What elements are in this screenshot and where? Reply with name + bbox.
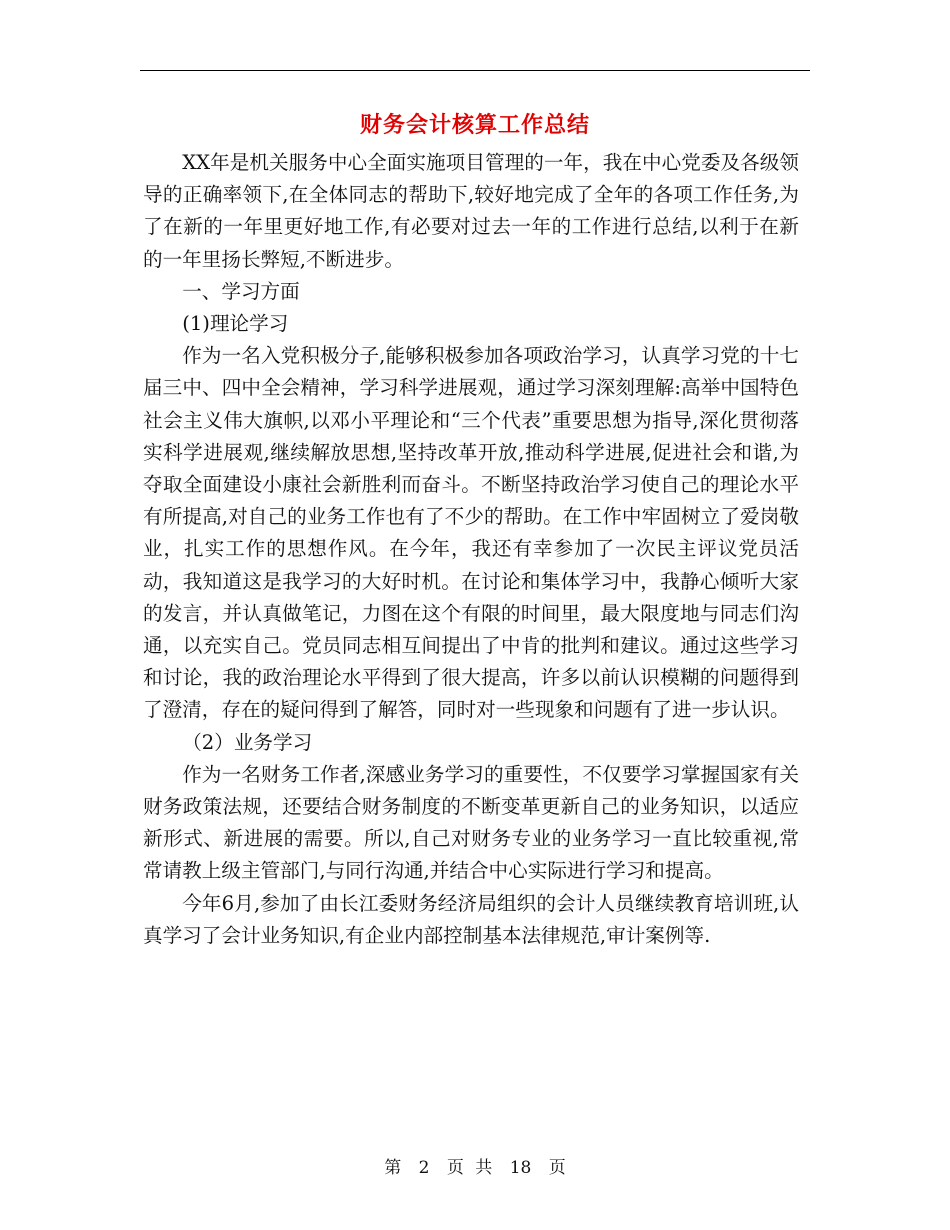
document-body <box>143 147 799 952</box>
document-title: 财务会计核算工作总结 <box>359 112 590 138</box>
footer-middle: 页 共 <box>446 1158 493 1178</box>
intro-paragraph: XX年是机关服务中心全面实施项目管理的一年，我在中心党委及各级领导的正确率领下,在全体同志的帮助下,较好地完成了全年的各项工作任务,为了在新的一年里更好地工作,有必要对过去一年的工作进行总结,以利于在新的一年里扬长弊短,不断进步。 <box>143 151 799 271</box>
section-heading-study: 一、学习方面 <box>182 279 300 303</box>
subheading-business-study: （2）业务学习 <box>182 730 313 754</box>
footer-total-pages: 18 <box>509 1158 532 1178</box>
training-paragraph: 今年6月,参加了由长江委财务经济局组织的会计人员继续教育培训班,认真学习了会计业务知识,有企业内部控制基本法律规范,审计案例等. <box>143 891 799 947</box>
footer-suffix: 页 <box>548 1158 566 1178</box>
page-footer <box>0 1153 950 1178</box>
header-rule <box>140 70 810 71</box>
footer-prefix: 第 <box>384 1158 402 1178</box>
footer-current-page: 2 <box>418 1158 430 1178</box>
subheading-theory-study: (1)理论学习 <box>182 312 289 336</box>
business-study-paragraph: 作为一名财务工作者,深感业务学习的重要性，不仅要学习掌握国家有关财务政策法规，还要结合财务制度的不断变革更新自己的业务知识，以适应新形式、新进展的需要。所以,自己对财务专业的业务学习一直比较重视,常常请教上级主管部门,与同行沟通,并结合中心实际进行学习和提高。 <box>143 762 799 883</box>
theory-study-paragraph: 作为一名入党积极分子,能够积极参加各项政治学习，认真学习党的十七届三中、四中全会精神，学习科学进展观，通过学习深刻理解:高举中国特色社会主义伟大旗帜,以邓小平理论和“三个代表”重要思想为指导,深化贯彻落实科学进展观,继续解放思想,坚持改革开放,推动科学进展,促进社会和谐,为夺取全面建设小康社会新胜利而奋斗。不断坚持政治学习使自己的理论水平有所提高,对自己的业务工作也有了不少的帮助。在工作中牢固树立了爱岗敬业，扎实工作的思想作风。在今年，我还有幸参加了一次民主评议党员活动，我知道这是我学习的大好时机。在讨论和集体学习中，我静心倾听大家的发言，并认真做笔记，力图在这个有限的时间里，最大限度地与同志们沟通，以充实自己。党员同志相互间提出了中肯的批判和建议。通过这些学习和讨论，我的政治理论水平得到了很大提高，许多以前认识模糊的问题得到了澄清，存在的疑问得到了解答，同时对一些现象和问题有了进一步认识。 <box>143 344 799 722</box>
